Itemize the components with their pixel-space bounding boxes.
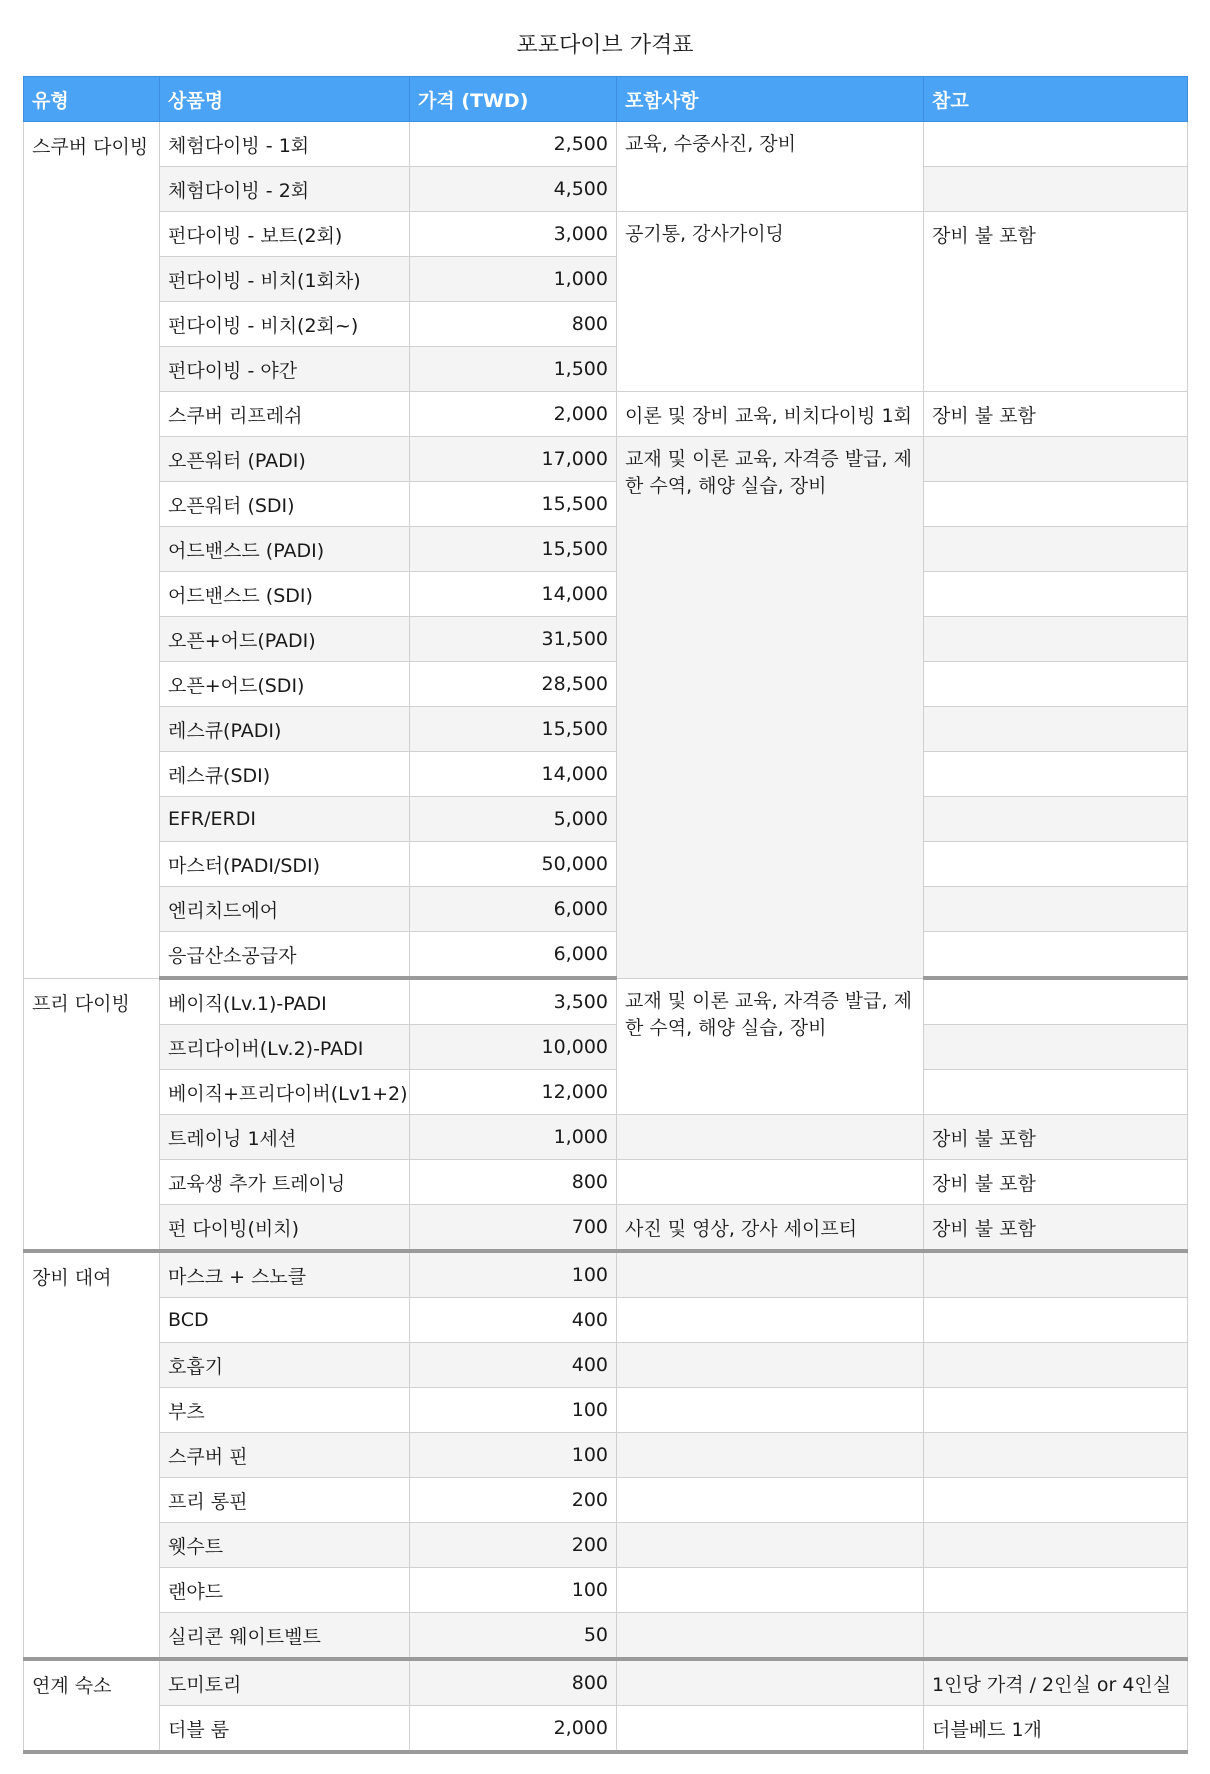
note-cell	[924, 1070, 1188, 1115]
table-row	[24, 707, 1188, 752]
product-name: 레스큐(SDI)	[160, 752, 410, 797]
note-cell: 장비 불 포함	[924, 212, 1188, 392]
table-row	[24, 527, 1188, 572]
product-name: 어드밴스드 (PADI)	[160, 527, 410, 572]
product-price: 100	[410, 1251, 617, 1298]
product-name: 펀다이빙 - 보트(2회)	[160, 212, 410, 257]
table-row	[24, 212, 1188, 257]
note-cell	[924, 1478, 1188, 1523]
includes-cell	[617, 1659, 924, 1706]
page-title: 포포다이브 가격표	[516, 33, 694, 58]
includes-cell	[617, 1298, 924, 1343]
table-row	[24, 1160, 1188, 1205]
table-row	[24, 1115, 1188, 1160]
product-price: 14,000	[410, 572, 617, 617]
product-name: 어드밴스드 (SDI)	[160, 572, 410, 617]
product-price: 100	[410, 1568, 617, 1613]
note-cell	[924, 752, 1188, 797]
includes-cell	[617, 1433, 924, 1478]
product-name: 응급산소공급자	[160, 932, 410, 979]
includes-cell	[617, 1523, 924, 1568]
product-price: 400	[410, 1343, 617, 1388]
product-price: 4,500	[410, 167, 617, 212]
includes-cell: 교육, 수중사진, 장비	[617, 122, 924, 212]
product-name: 실리콘 웨이트벨트	[160, 1613, 410, 1660]
table-row	[24, 1388, 1188, 1433]
table-row	[24, 1523, 1188, 1568]
note-cell: 장비 불 포함	[924, 1205, 1188, 1252]
product-price: 800	[410, 302, 617, 347]
table-row	[24, 932, 1188, 979]
table-row	[24, 1070, 1188, 1115]
product-price: 3,500	[410, 978, 617, 1025]
product-name: 펀다이빙 - 비치(2회~)	[160, 302, 410, 347]
section-type-rental: 장비 대여	[24, 1251, 160, 1659]
table-row	[24, 167, 1188, 212]
note-cell	[924, 662, 1188, 707]
note-cell	[924, 887, 1188, 932]
table-row	[24, 572, 1188, 617]
table-row	[24, 392, 1188, 437]
product-name: 체험다이빙 - 1회	[160, 122, 410, 167]
product-price: 2,000	[410, 392, 617, 437]
table-row	[24, 1568, 1188, 1613]
product-price: 12,000	[410, 1070, 617, 1115]
product-price: 14,000	[410, 752, 617, 797]
note-cell: 장비 불 포함	[924, 1115, 1188, 1160]
note-cell: 더블베드 1개	[924, 1706, 1188, 1753]
column-header-price: 가격 (TWD)	[410, 77, 617, 122]
section-type-free: 프리 다이빙	[24, 978, 160, 1251]
product-price: 1,000	[410, 1115, 617, 1160]
table-row	[24, 1613, 1188, 1660]
product-price: 2,000	[410, 1706, 617, 1753]
table-row	[24, 1343, 1188, 1388]
note-cell	[924, 797, 1188, 842]
includes-cell: 사진 및 영상, 강사 세이프티	[617, 1205, 924, 1252]
product-name: 오픈+어드(PADI)	[160, 617, 410, 662]
product-name: 도미토리	[160, 1659, 410, 1706]
includes-cell	[617, 1251, 924, 1298]
product-name: 펀다이빙 - 야간	[160, 347, 410, 392]
product-name: 프리다이버(Lv.2)-PADI	[160, 1025, 410, 1070]
column-header-product: 상품명	[160, 77, 410, 122]
product-price: 17,000	[410, 437, 617, 482]
product-name: 체험다이빙 - 2회	[160, 167, 410, 212]
product-price: 800	[410, 1659, 617, 1706]
table-row	[24, 1659, 1188, 1706]
includes-cell	[617, 1706, 924, 1753]
table-row	[24, 662, 1188, 707]
includes-cell	[617, 1388, 924, 1433]
product-name: 마스크 + 스노클	[160, 1251, 410, 1298]
table-row	[24, 437, 1188, 482]
product-price: 700	[410, 1205, 617, 1252]
table-row	[24, 1433, 1188, 1478]
table-row	[24, 978, 1188, 1025]
table-row	[24, 1298, 1188, 1343]
table-row	[24, 482, 1188, 527]
product-price: 1,000	[410, 257, 617, 302]
column-header-type: 유형	[24, 77, 160, 122]
table-row	[24, 1251, 1188, 1298]
table-row	[24, 1025, 1188, 1070]
section-type-scuba: 스쿠버 다이빙	[24, 122, 160, 979]
note-cell	[924, 437, 1188, 482]
column-header-note: 참고	[924, 77, 1188, 122]
product-price: 50,000	[410, 842, 617, 887]
product-name: 교육생 추가 트레이닝	[160, 1160, 410, 1205]
note-cell	[924, 1298, 1188, 1343]
product-price: 400	[410, 1298, 617, 1343]
note-cell	[924, 707, 1188, 752]
note-cell	[924, 572, 1188, 617]
table-row	[24, 1205, 1188, 1252]
product-price: 100	[410, 1388, 617, 1433]
product-name: 부츠	[160, 1388, 410, 1433]
product-name: 랜야드	[160, 1568, 410, 1613]
product-name: 스쿠버 리프레쉬	[160, 392, 410, 437]
note-cell	[924, 167, 1188, 212]
note-cell	[924, 842, 1188, 887]
note-cell	[924, 1343, 1188, 1388]
table-row	[24, 122, 1188, 167]
product-price: 800	[410, 1160, 617, 1205]
note-cell: 1인당 가격 / 2인실 or 4인실	[924, 1659, 1188, 1706]
product-price: 28,500	[410, 662, 617, 707]
note-cell	[924, 617, 1188, 662]
includes-cell: 교재 및 이론 교육, 자격증 발급, 제한 수역, 해양 실습, 장비	[617, 978, 924, 1115]
product-name: 마스터(PADI/SDI)	[160, 842, 410, 887]
note-cell	[924, 932, 1188, 979]
product-name: 오픈워터 (SDI)	[160, 482, 410, 527]
product-price: 6,000	[410, 887, 617, 932]
includes-cell	[617, 1568, 924, 1613]
note-cell: 장비 불 포함	[924, 1160, 1188, 1205]
product-name: 프리 롱핀	[160, 1478, 410, 1523]
includes-cell	[617, 1613, 924, 1660]
product-name: EFR/ERDI	[160, 797, 410, 842]
includes-cell: 이론 및 장비 교육, 비치다이빙 1회	[617, 392, 924, 437]
table-header-row	[24, 77, 1188, 122]
table-row	[24, 1478, 1188, 1523]
product-name: 오픈워터 (PADI)	[160, 437, 410, 482]
product-price: 15,500	[410, 482, 617, 527]
product-name: 오픈+어드(SDI)	[160, 662, 410, 707]
product-price: 31,500	[410, 617, 617, 662]
note-cell	[924, 1613, 1188, 1660]
note-cell: 장비 불 포함	[924, 392, 1188, 437]
note-cell	[924, 1568, 1188, 1613]
table-row	[24, 1706, 1188, 1753]
includes-cell	[617, 1343, 924, 1388]
note-cell	[924, 482, 1188, 527]
product-name: 트레이닝 1세션	[160, 1115, 410, 1160]
note-cell	[924, 1025, 1188, 1070]
product-price: 15,500	[410, 527, 617, 572]
product-price: 200	[410, 1478, 617, 1523]
product-name: 펀다이빙 - 비치(1회차)	[160, 257, 410, 302]
product-name: 펀 다이빙(비치)	[160, 1205, 410, 1252]
product-price: 5,000	[410, 797, 617, 842]
product-price: 10,000	[410, 1025, 617, 1070]
product-price: 100	[410, 1433, 617, 1478]
section-type-lodging: 연계 숙소	[24, 1659, 160, 1752]
note-cell	[924, 978, 1188, 1025]
note-cell	[924, 1251, 1188, 1298]
product-price: 2,500	[410, 122, 617, 167]
table-row	[24, 887, 1188, 932]
includes-cell	[617, 1115, 924, 1160]
product-price: 200	[410, 1523, 617, 1568]
product-price: 1,500	[410, 347, 617, 392]
table-row	[24, 797, 1188, 842]
product-name: BCD	[160, 1298, 410, 1343]
table-row	[24, 842, 1188, 887]
product-price: 50	[410, 1613, 617, 1660]
table-row	[24, 752, 1188, 797]
column-header-includes: 포함사항	[617, 77, 924, 122]
product-price: 6,000	[410, 932, 617, 979]
table-row	[24, 617, 1188, 662]
note-cell	[924, 1433, 1188, 1478]
product-price: 15,500	[410, 707, 617, 752]
product-name: 더블 룸	[160, 1706, 410, 1753]
note-cell	[924, 122, 1188, 167]
includes-cell: 교재 및 이론 교육, 자격증 발급, 제한 수역, 해양 실습, 장비	[617, 437, 924, 979]
note-cell	[924, 1388, 1188, 1433]
price-table	[23, 76, 1188, 1754]
includes-cell	[617, 1478, 924, 1523]
includes-cell: 공기통, 강사가이딩	[617, 212, 924, 392]
product-name: 베이직+프리다이버(Lv1+2)	[160, 1070, 410, 1115]
product-name: 호흡기	[160, 1343, 410, 1388]
product-price: 3,000	[410, 212, 617, 257]
product-name: 웻수트	[160, 1523, 410, 1568]
product-name: 레스큐(PADI)	[160, 707, 410, 752]
note-cell	[924, 527, 1188, 572]
includes-cell	[617, 1160, 924, 1205]
product-name: 스쿠버 핀	[160, 1433, 410, 1478]
note-cell	[924, 1523, 1188, 1568]
product-name: 베이직(Lv.1)-PADI	[160, 978, 410, 1025]
product-name: 엔리치드에어	[160, 887, 410, 932]
